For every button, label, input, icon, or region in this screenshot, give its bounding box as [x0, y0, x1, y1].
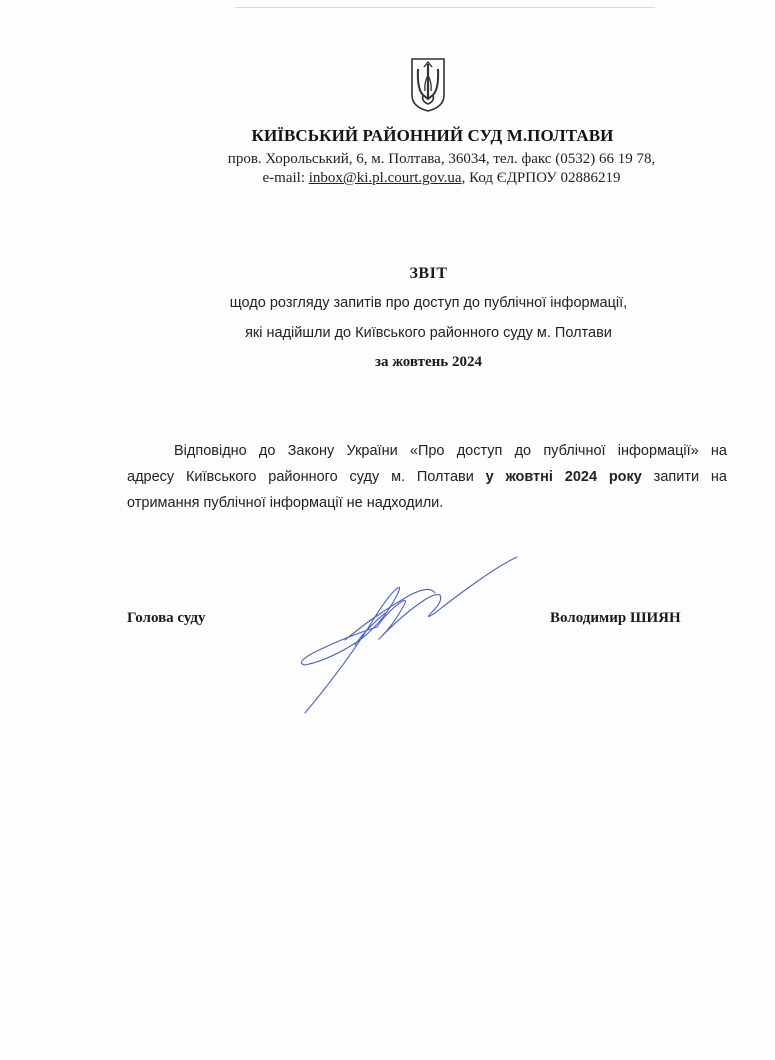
handwritten-signature [285, 545, 530, 725]
report-body-paragraph [127, 438, 727, 516]
body-line-2-start: адресу Київського районного суду м. Полтави [127, 469, 486, 485]
body-line-2-end: запити на [641, 469, 727, 485]
trident-emblem-icon [409, 55, 447, 113]
email-label: e-mail: [262, 170, 309, 186]
scan-artifact-line [235, 7, 655, 8]
report-subtitle-line-2: які надійшли до Київського районного суду м. Полтави [245, 325, 612, 341]
report-title: ЗВІТ [409, 265, 448, 282]
signatory-name: Володимир ШИЯН [550, 610, 681, 626]
contact-line [108, 169, 775, 188]
court-address [0, 150, 775, 188]
body-line-3: отримання публічної інформації не надходили. [127, 495, 444, 511]
body-line-2-bold: у жовтні 2024 року [485, 469, 642, 485]
edrpou-code: , Код ЄДРПОУ 02886219 [461, 170, 621, 186]
body-line-1: Відповідно до Закону України «Про доступ до публічної інформації» на [174, 443, 727, 459]
address-line: пров. Хорольський, 6, м. Полтава, 36034, тел. факс (0532) 66 19 78, [227, 151, 656, 167]
report-subtitle-line-1: щодо розгляду запитів про доступ до публічної інформації, [229, 295, 628, 311]
body-line-2 [127, 464, 727, 490]
report-period: за жовтень 2024 [375, 354, 482, 370]
court-name-heading: КИЇВСЬКИЙ РАЙОННИЙ СУД М.ПОЛТАВИ [251, 126, 614, 145]
email-link[interactable]: inbox@ki.pl.court.gov.ua [308, 170, 462, 186]
signatory-position: Голова суду [127, 610, 206, 626]
